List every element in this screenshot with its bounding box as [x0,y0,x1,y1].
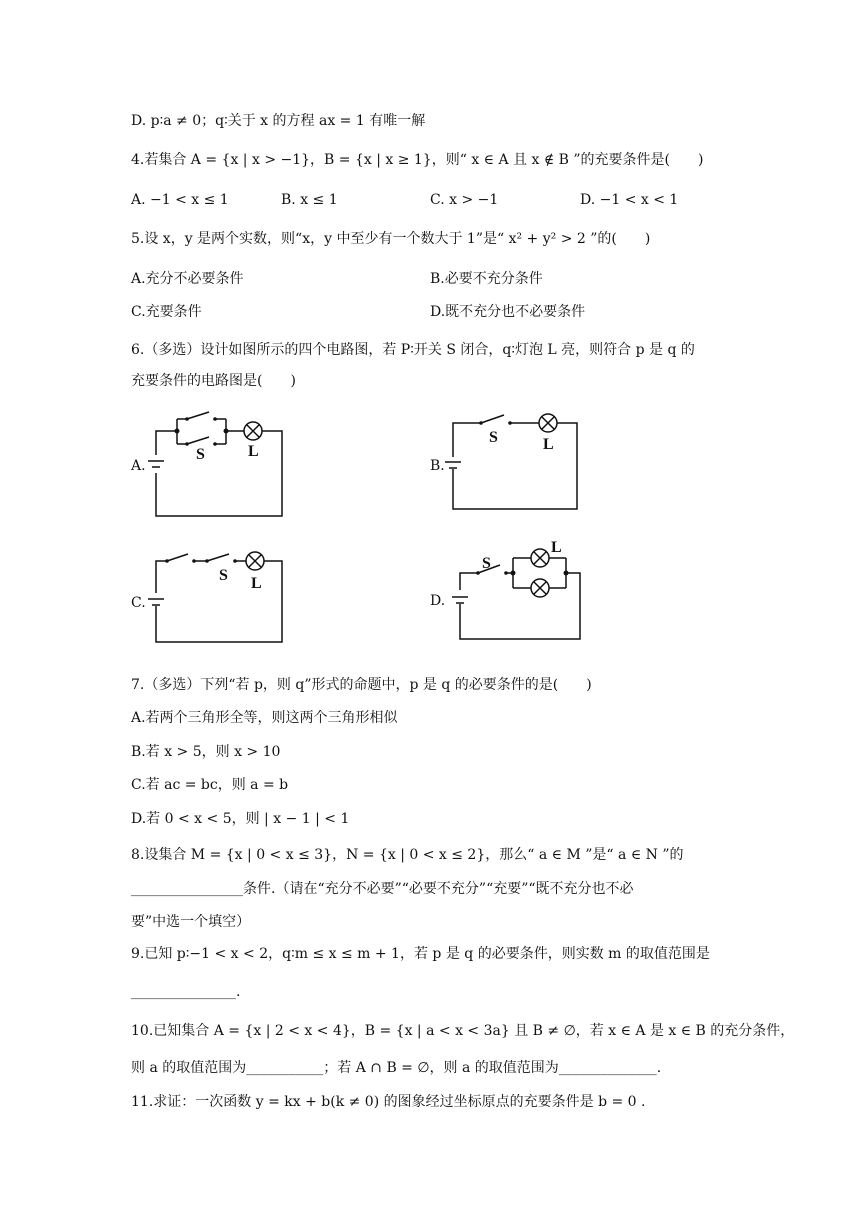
q5-option-d: D.既不充分也不必要条件 [430,304,586,320]
circuit-b-diagram [443,405,583,520]
q6-stem-line2: 充要条件的电路图是( ) [131,373,296,389]
q3-option-d: D. p∶a ≠ 0；q∶关于 x 的方程 ax = 1 有唯一解 [131,113,426,129]
circuit-b-switch-label: S [489,429,498,446]
q8-line1: 8.设集合 M = {x | 0 < x ≤ 3}，N = {x | 0 < x ≤ 2}，那么“ a ∈ M ”是“ a ∈ N ”的 [131,847,684,863]
circuit-a-label: A. [131,458,146,474]
q7-stem: 7.（多选）下列“若 p，则 q”形式的命题中，p 是 q 的必要条件的是( ) [131,677,592,693]
q10-line2: 则 a 的取值范围为___________；若 A ∩ B = ∅，则 a 的取值范围为______________. [131,1060,662,1076]
q7-option-b: B.若 x > 5，则 x > 10 [131,744,281,760]
q8-line3: 要”中选一个填空） [131,914,251,930]
circuit-a-lamp-label: L [248,443,259,460]
q9-line1: 9.已知 p∶−1 < x < 2，q∶m ≤ x ≤ m + 1，若 p 是 q 的必要条件，则实数 m 的取值范围是 [131,946,710,962]
q4-option-d: D. −1 < x < 1 [580,192,679,208]
q10-line1: 10.已知集合 A = {x | 2 < x < 4}，B = {x | a < x < 3a} 且 B ≠ ∅，若 x ∈ A 是 x ∈ B 的充分条件， [131,1023,795,1039]
q5-stem: 5.设 x，y 是两个实数，则“x，y 中至少有一个数大于 1”是“ x² + y² > 2 ”的( ) [131,231,651,247]
circuit-c-diagram [145,543,295,648]
circuit-b-label: B. [430,458,445,474]
circuit-a-diagram [145,405,295,520]
circuit-d-diagram [450,538,585,643]
circuit-d-label: D. [430,593,446,609]
circuit-a-switch-label: S [196,446,205,463]
circuit-c-lamp-label: L [251,575,262,592]
q6-stem-line1: 6.（多选）设计如图所示的四个电路图，若 P∶开关 S 闭合，q∶灯泡 L 亮，则符合 p 是 q 的 [131,342,695,358]
q5-option-b: B.必要不充分条件 [430,271,543,287]
q7-option-c: C.若 ac = bc，则 a = b [131,777,289,793]
circuit-b-lamp-label: L [543,436,554,453]
circuit-d-switch-label: S [482,555,491,572]
circuit-c-switch-label: S [219,567,228,584]
circuit-d-lamp-label: L [551,539,562,556]
q4-option-a: A. −1 < x ≤ 1 [131,192,229,208]
q4-stem: 4.若集合 A = {x | x > −1}，B = {x | x ≥ 1}，则“ x ∈ A 且 x ∉ B ”的充要条件是( ) [131,152,704,168]
q5-option-c: C.充要条件 [131,304,202,320]
q4-option-b: B. x ≤ 1 [281,192,338,208]
circuit-c-label: C. [131,595,146,611]
q11-stem: 11.求证：一次函数 y = kx + b(k ≠ 0) 的图象经过坐标原点的充要条件是 b = 0 . [131,1094,646,1110]
q7-option-d: D.若 0 < x < 5，则 | x − 1 | < 1 [131,811,350,827]
q7-option-a: A.若两个三角形全等，则这两个三角形相似 [131,710,398,726]
q8-line2: ________________条件.（请在“充分不必要”“必要不充分”“充要”“既不充分也不必 [131,881,634,897]
q9-line2: _______________. [131,984,241,1000]
q5-option-a: A.充分不必要条件 [131,271,244,287]
q4-option-c: C. x > −1 [430,192,499,208]
